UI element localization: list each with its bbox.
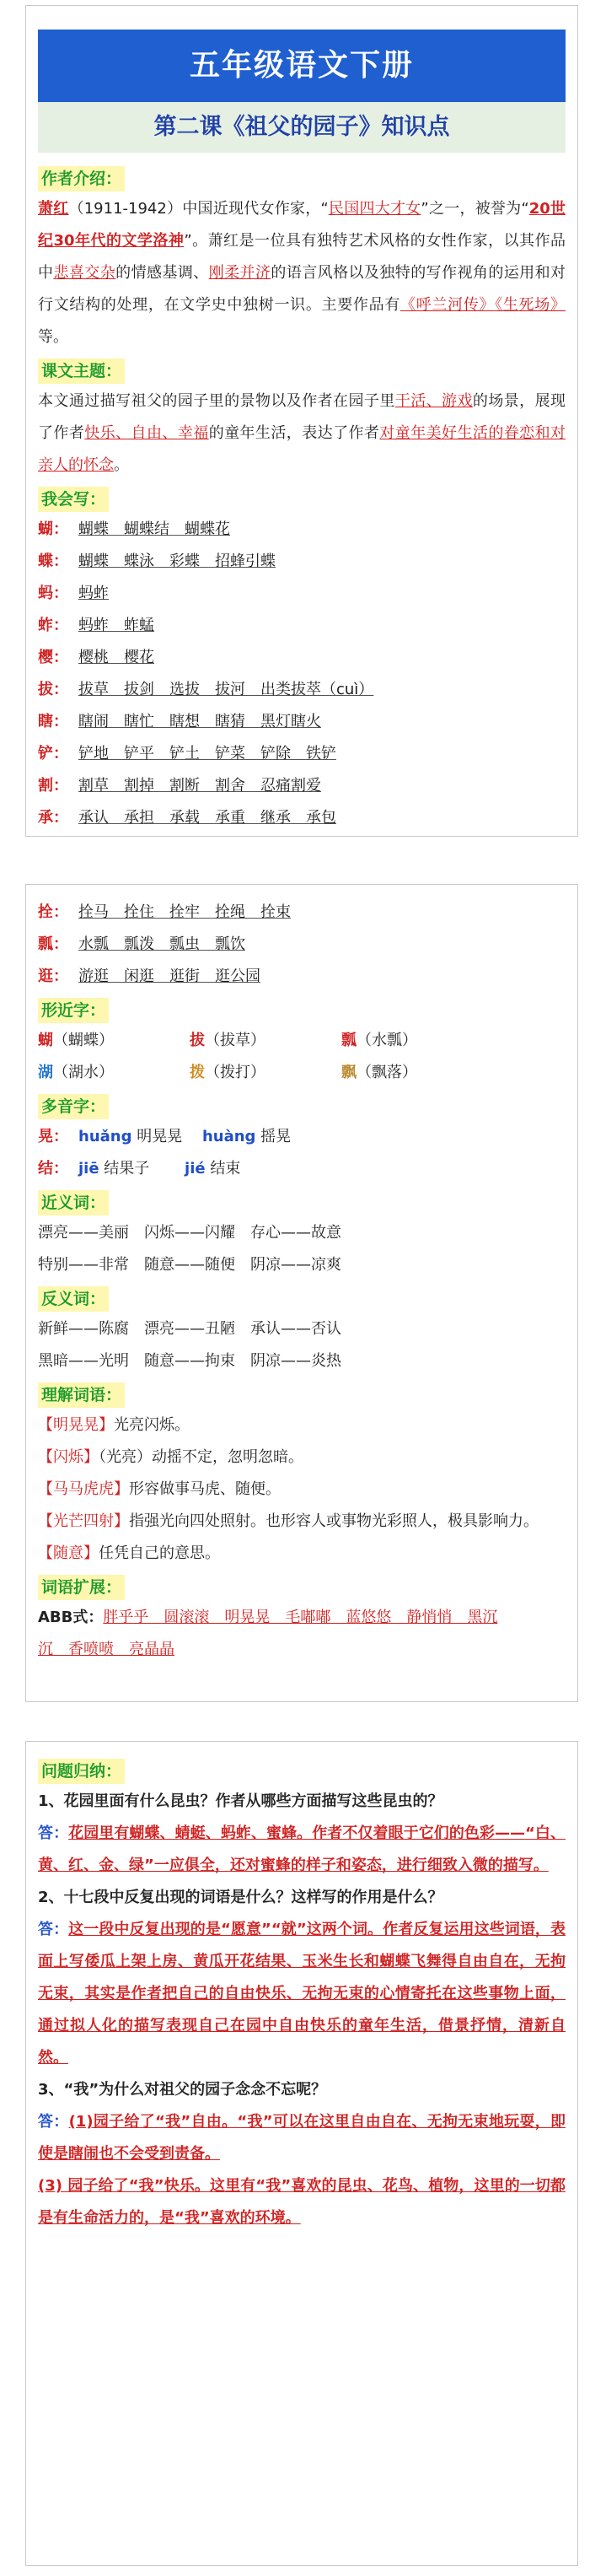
write-row: 樱： 樱桃 樱花 bbox=[38, 649, 154, 666]
antonyms-label: 反义词： bbox=[38, 1286, 109, 1312]
synonyms-label: 近义词： bbox=[38, 1190, 109, 1215]
understand-item: 【光芒四射】指强光向四处照射。也形容人或事物光彩照人，极具影响力。 bbox=[38, 1512, 539, 1530]
antonyms-line: 黑暗——光明 随意——拘束 阴凉——炎热 bbox=[38, 1352, 341, 1370]
answer-2: 答：这一段中反复出现的是“愿意”“就”这两个词。作者反复运用这些词语，表面上写倭瓜上架上房、黄瓜开花结果、玉米生长和蝴蝶飞舞得自由自在，无拘无束，其实是作者把自己的自由快乐、无拘无束的心情寄托在这些事物上面，通过拟人化的描写表现自己在园中自由快乐的童年生活，借景抒情，清新自然。 bbox=[38, 1921, 566, 2067]
similar-label: 形近字： bbox=[38, 998, 109, 1023]
theme-label: 课文主题： bbox=[38, 358, 125, 384]
write-row: 铲： 铲地 铲平 铲土 铲菜 铲除 铁铲 bbox=[38, 745, 336, 763]
write-row: 瞎： 瞎闹 瞎忙 瞎想 瞎猜 黑灯瞎火 bbox=[38, 713, 321, 730]
poly-row: 晃： huǎng 明晃晃 huàng 摇晃 bbox=[38, 1128, 292, 1145]
write-list bbox=[38, 514, 566, 834]
expand-line: ABB式：胖乎乎 圆滚滚 明晃晃 毛嘟嘟 蓝悠悠 静悄悄 黑沉 bbox=[38, 1609, 498, 1626]
card-vocabulary bbox=[25, 884, 578, 1702]
answer-3: 答：(1)园子给了“我”自由。“我”可以在这里自由自在、无拘无束地玩耍，即使是瞎闹也不会受到责备。 bbox=[38, 2113, 566, 2163]
write-row: 蝶： 蝴蝶 蝶泳 彩蝶 招蜂引蝶 bbox=[38, 552, 276, 570]
synonyms-line: 特别——非常 随意——随便 阴凉——凉爽 bbox=[38, 1256, 341, 1274]
write-row: 拴： 拴马 拴住 拴牢 拴绳 拴束 bbox=[38, 903, 291, 921]
understand-item: 【闪烁】（光亮）动摇不定，忽明忽暗。 bbox=[38, 1448, 303, 1466]
understand-label: 理解词语： bbox=[38, 1382, 125, 1408]
poly-row: 结： jiē 结果子 jié 结束 bbox=[38, 1160, 241, 1178]
card-questions bbox=[25, 1741, 578, 2566]
synonyms-line: 漂亮——美丽 闪烁——闪耀 存心——故意 bbox=[38, 1224, 341, 1242]
question-1: 1、花园里面有什么昆虫？作者从哪些方面描写这些昆虫的？ bbox=[38, 1792, 443, 1810]
expand-label: 词语扩展： bbox=[38, 1575, 125, 1600]
expand-line: 沉 香喷喷 亮晶晶 bbox=[38, 1641, 174, 1658]
page-title: 五年级语文下册 bbox=[38, 30, 566, 102]
question-3: 3、“我”为什么对祖父的园子念念不忘呢？ bbox=[38, 2081, 327, 2099]
answer-1: 答：花园里有蝴蝶、蜻蜓、蚂蚱、蜜蜂。作者不仅着眼于它们的色彩——“白、黄、红、金、绿”一应俱全，还对蜜蜂的样子和姿态，进行细致入微的描写。 bbox=[38, 1824, 566, 1874]
answer-3b: (3) 园子给了“我”快乐。这里有“我”喜欢的昆虫、花鸟、植物，这里的一切都是有生命活力的，是“我”喜欢的环境。 bbox=[38, 2177, 566, 2227]
write-row: 瓢： 水瓢 瓢泼 瓢虫 瓢饮 bbox=[38, 935, 245, 953]
write-row: 拔： 拔草 拔剑 选拔 拔河 出类拔萃（cuì） bbox=[38, 681, 374, 698]
understand-item: 【马马虎虎】形容做事马虎、随便。 bbox=[38, 1480, 281, 1498]
write-row: 蚂： 蚂蚱 bbox=[38, 585, 109, 602]
author-paragraph: 萧红（1911-1942）中国近现代女作家，“民国四大才女”之一，被誉为“20世纪30年代的文学洛神”。萧红是一位具有独特艺术风格的女性作家，以其作品中悲喜交杂的情感基调、刚柔并济的语言风格以及独特的写作视角的运用和对行文结构的处理，在文学史中独树一识。主要作品有《呼兰河传》《生死场》等。 bbox=[38, 200, 566, 346]
author-name: 萧红 bbox=[38, 200, 69, 218]
page-subtitle: 第二课《祖父的园子》知识点 bbox=[38, 102, 566, 153]
theme-paragraph: 本文通过描写祖父的园子里的景物以及作者在园子里干活、游戏的场景，展现了作者快乐、自由、幸福的童年生活，表达了作者对童年美好生活的眷恋和对亲人的怀念。 bbox=[38, 392, 566, 474]
write-row: 蚱： 蚂蚱 蚱蜢 bbox=[38, 617, 154, 634]
author-label: 作者介绍： bbox=[38, 166, 125, 191]
write-row: 承： 承认 承担 承载 承重 继承 承包 bbox=[38, 809, 336, 827]
write-row: 逛： 游逛 闲逛 逛街 逛公园 bbox=[38, 967, 260, 985]
understand-item: 【明晃晃】光亮闪烁。 bbox=[38, 1416, 190, 1434]
card-author-theme bbox=[25, 5, 578, 837]
poly-label: 多音字： bbox=[38, 1094, 109, 1119]
write-row: 蝴： 蝴蝶 蝴蝶结 蝴蝶花 bbox=[38, 520, 230, 538]
similar-row: 湖（湖水） 拨（拨打） 飘（飘落） bbox=[38, 1064, 417, 1081]
write-row: 割： 割草 割掉 割断 割舍 忍痛割爱 bbox=[38, 777, 321, 795]
write-label: 我会写： bbox=[38, 487, 109, 512]
similar-row: 蝴（蝴蝶） 拔（拔草） 瓢（水瓢） bbox=[38, 1032, 417, 1049]
antonyms-line: 新鲜——陈腐 漂亮——丑陋 承认——否认 bbox=[38, 1320, 341, 1338]
qa-label: 问题归纳： bbox=[38, 1759, 125, 1784]
understand-item: 【随意】任凭自己的意思。 bbox=[38, 1544, 220, 1562]
question-2: 2、十七段中反复出现的词语是什么？这样写的作用是什么？ bbox=[38, 1889, 443, 1906]
